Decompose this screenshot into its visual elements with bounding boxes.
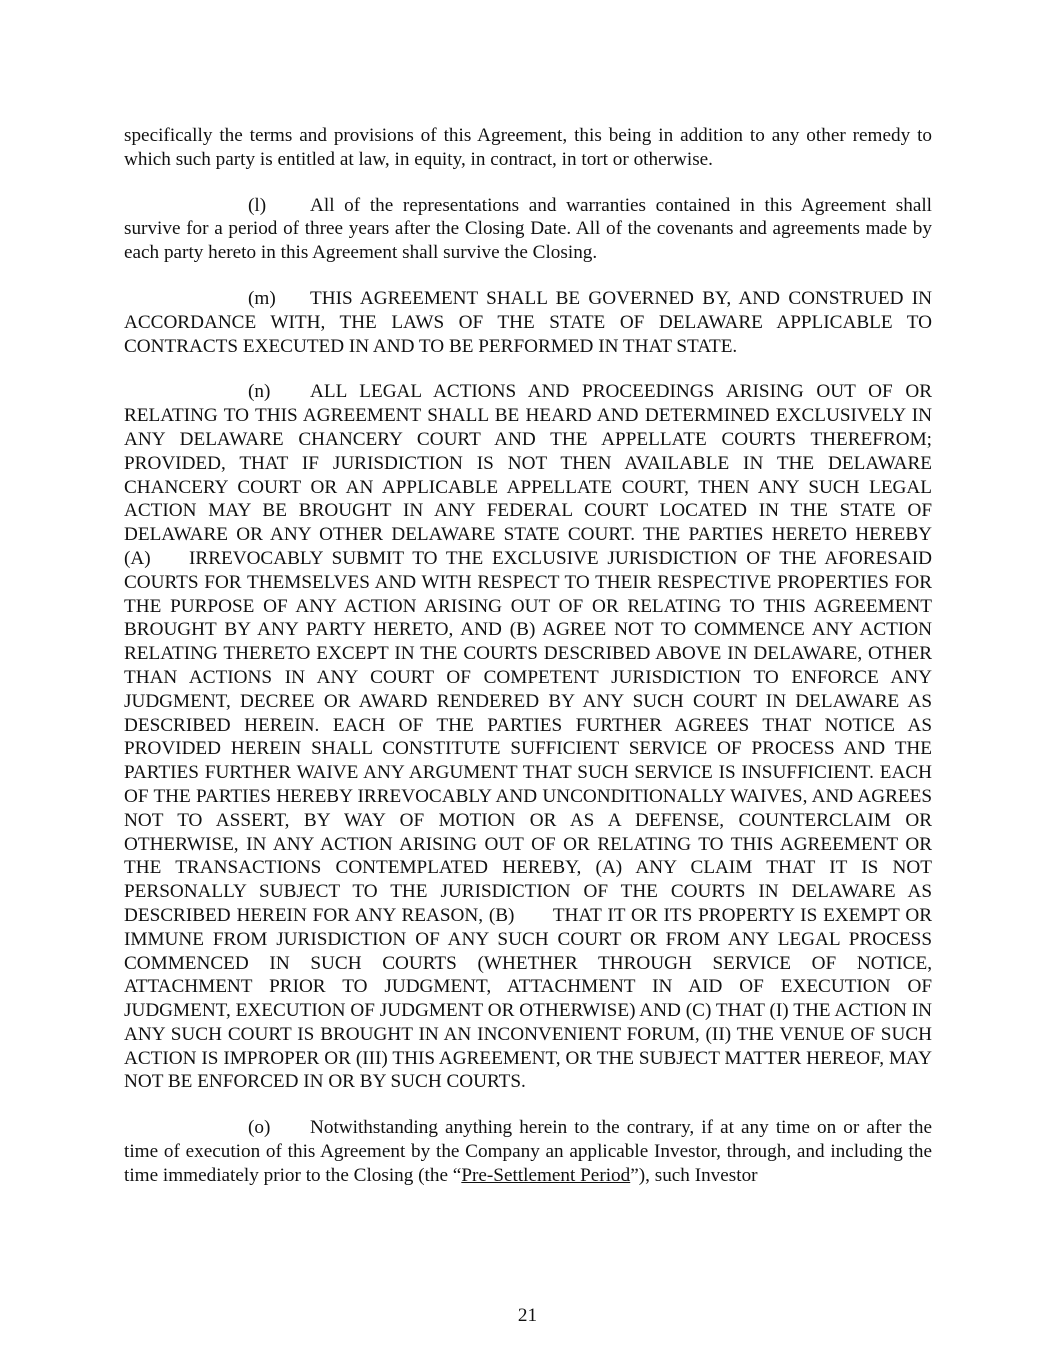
section-text-after: ”), such Investor	[630, 1164, 758, 1186]
section-text: THIS AGREEMENT SHALL BE GOVERNED BY, AND CONSTRUED IN ACCORDANCE WITH, THE LAWS OF THE STATE OF DELAWARE APPLICABLE TO CONTRACTS EXECUTED IN AND TO BE PERFORMED IN THAT STATE.	[124, 287, 932, 357]
section-o	[124, 1116, 932, 1187]
section-text: ALL LEGAL ACTIONS AND PROCEEDINGS ARISING OUT OF OR RELATING TO THIS AGREEMENT SHALL BE HEARD AND DETERMINED EXCLUSIVELY IN ANY DELAWARE CHANCERY COURT AND THE APPELLATE COURTS THEREFROM; PROVIDED, THAT IF JURISDICTION IS NOT THEN AVAILABLE IN THE DELAWARE CHANCERY COURT OR AN APPLICABLE APPELLATE COURT, THEN ANY SUCH LEGAL ACTION MAY BE BROUGHT IN ANY FEDERAL COURT LOCATED IN THE STATE OF DELAWARE OR ANY OTHER DELAWARE STATE COURT. THE PARTIES HERETO HEREBY (A) IRREVOCABLY SUBMIT TO THE EXCLUSIVE JURISDICTION OF THE AFORESAID COURTS FOR THEMSELVES AND WITH RESPECT TO THEIR RESPECTIVE PROPERTIES FOR THE PURPOSE OF ANY ACTION ARISING OUT OF OR RELATING TO THIS AGREEMENT BROUGHT BY ANY PARTY HERETO, AND (B) AGREE NOT TO COMMENCE ANY ACTION RELATING THERETO EXCEPT IN THE COURTS DESCRIBED ABOVE IN DELAWARE, OTHER THAN ACTIONS IN ANY COURT OF COMPETENT JURISDICTION TO ENFORCE ANY JUDGMENT, DECREE OR AWARD RENDERED BY ANY SUCH COURT IN DELAWARE AS DESCRIBED HEREIN. EACH OF THE PARTIES FURTHER AGREES THAT NOTICE AS PROVIDED HEREIN SHALL CONSTITUTE SUFFICIENT SERVICE OF PROCESS AND THE PARTIES FURTHER WAIVE ANY ARGUMENT THAT SUCH SERVICE IS INSUFFICIENT. EACH OF THE PARTIES HEREBY IRREVOCABLY AND UNCONDITIONALLY WAIVES, AND AGREES NOT TO ASSERT, BY WAY OF MOTION OR AS A DEFENSE, COUNTERCLAIM OR OTHERWISE, IN ANY ACTION ARISING OUT OF OR RELATING TO THIS AGREEMENT OR THE TRANSACTIONS CONTEMPLATED HEREBY, (A) ANY CLAIM THAT IT IS NOT PERSONALLY SUBJECT TO THE JURISDICTION OF THE COURTS IN DELAWARE AS DESCRIBED HEREIN FOR ANY REASON, (B) THAT IT OR ITS PROPERTY IS EXEMPT OR IMMUNE FROM JURISDICTION OF ANY SUCH COURT OR FROM ANY LEGAL PROCESS COMMENCED IN SUCH COURTS (WHETHER THROUGH SERVICE OF NOTICE, ATTACHMENT PRIOR TO JUDGMENT, ATTACHMENT IN AID OF EXECUTION OF JUDGMENT, EXECUTION OF JUDGMENT OR OTHERWISE) AND (C) THAT (I) THE ACTION IN ANY SUCH COURT IS BROUGHT IN AN INCONVENIENT FORUM, (II) THE VENUE OF SUCH ACTION IS IMPROPER OR (III) THIS AGREEMENT, OR THE SUBJECT MATTER HEREOF, MAY NOT BE ENFORCED IN OR BY SUCH COURTS.	[124, 381, 932, 1093]
section-text-before: Notwithstanding anything herein to the contrary, if at any time on or after the time of execution of this Agreement by the Company an applicable Investor, through, and including the time immediately prior to the Closing (the “	[124, 1117, 932, 1186]
section-label: (o)	[248, 1117, 271, 1139]
section-label: (l)	[248, 194, 267, 216]
section-l	[124, 194, 932, 265]
section-n	[124, 380, 932, 1094]
section-m	[124, 287, 932, 358]
section-label: (m)	[248, 287, 276, 309]
section-text: All of the representations and warranties contained in this Agreement shall survive for a period of three years after the Closing Date. All of the covenants and agreements made by each party hereto in this Agreement shall survive the Closing.	[124, 194, 932, 264]
page-number: 21	[517, 1305, 538, 1326]
document-page	[124, 124, 932, 1210]
continuation-paragraph: specifically the terms and provisions of this Agreement, this being in addition to any other remedy to which such party is entitled at law, in equity, in contract, in tort or otherwise.	[124, 125, 932, 170]
defined-term: Pre-Settlement Period	[461, 1164, 631, 1186]
section-label: (n)	[248, 381, 271, 403]
